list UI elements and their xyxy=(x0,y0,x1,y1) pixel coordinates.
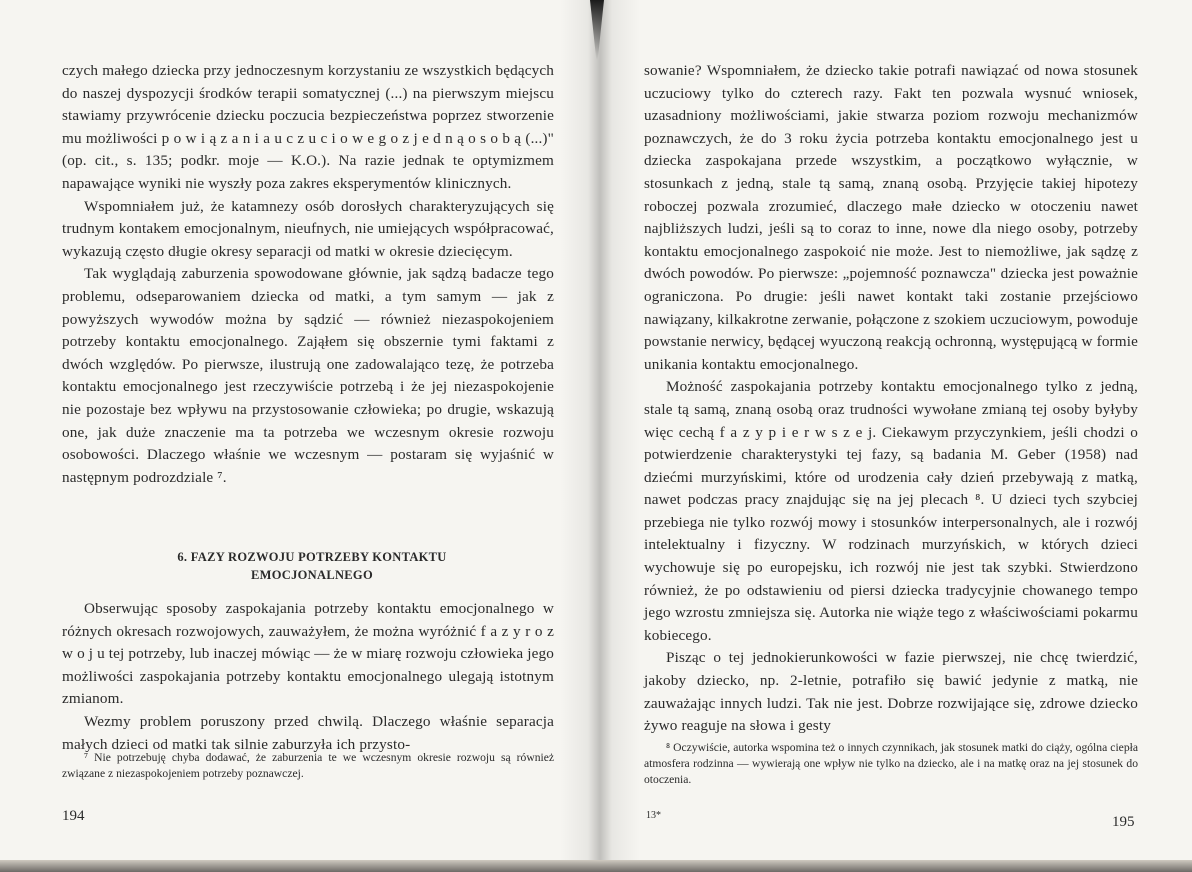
paragraph: Obserwując sposoby zaspokajania potrzeby kontaktu emocjonalnego w różnych okresach rozwojowych, zauważyłem, że można wyróżnić f a z y r o z w o j u tej potrzeby, lub inaczej mówiąc — że w miarę rozwoju człowieka jego możliwości zaspokajania potrzeby kontaktu emocjonalnego ulegają istotnym zmianom. xyxy=(62,600,555,708)
footnote-8 xyxy=(644,740,1138,788)
page-number-right: 195 xyxy=(1112,814,1135,830)
right-page xyxy=(596,0,1192,872)
paragraph: Pisząc o tej jednokierunkowości w fazie pierwszej, nie chcę twierdzić, jakoby dziecko, np. 2-letnie, potrafiło się bawić jedynie z matką, nie zauważając innych ludzi. Tak nie jest. Dobrze rozwijające się, zdrowe dziecko żywo reaguje na słowa i gesty xyxy=(644,649,1138,735)
signature-mark: 13* xyxy=(646,810,661,821)
paragraph: Tak wyglądają zaburzenia spowodowane głównie, jak sądzą badacze tego problemu, odseparowaniem dziecka od matki, a tym samym — jak z powyższych wywodów można by sądzić — również niezaspokojeniem potrzeby kontaktu emocjonalnego. Zająłem się obszernie tymi faktami z dwóch względów. Po pierwsze, ilustrują one zadowalająco tezę, że potrzeba kontaktu emocjonalnego jest rzeczywiście potrzebą i że jej niezaspokojenie nie pozostaje bez wpływu na przystosowanie człowieka; po drugie, wskazują one, jak duże znaczenie ma ta potrzeba we wczesnym okresie rozwoju osobowości. Dlaczego właśnie we wczesnym — postaram się wyjaśnić w następnym podrozdziale ⁷. xyxy=(62,265,554,486)
footnote-text: ⁷ Nie potrzebuję chyba dodawać, że zaburzenia te we wczesnym okresie rozwoju są również związane z niezaspokojeniem potrzeby poznawczej. xyxy=(62,751,554,780)
page-number-left: 194 xyxy=(62,808,85,824)
section-heading xyxy=(112,548,512,584)
paragraph: Wspomniałem już, że katamnezy osób dorosłych charakteryzujących się trudnym kontakem emocjonalnym, nieufnych, nie umiejących współpracować, wykazują często długie okresy separacji od matki w okresie dziecięcym. xyxy=(62,197,554,260)
footnote-text: ⁸ Oczywiście, autorka wspomina też o innych czynnikach, jak stosunek matki do ciąży, ogólna ciepła atmosfera rodzinna — wywierają one wpływ nie tylko na dziecko, ale i na matkę oraz na jej stosunek do otoczenia. xyxy=(644,741,1138,786)
footnote-7 xyxy=(62,750,554,782)
left-body-text-2 xyxy=(62,598,554,756)
left-body-text xyxy=(62,60,554,489)
section-heading-line2: EMOCJONALNEGO xyxy=(251,568,373,582)
paragraph: Wezmy problem poruszony przed chwilą. Dlaczego właśnie separacja małych dzieci od matki tak silnie zaburzyła ich przysto- xyxy=(62,712,554,753)
paragraph: czych małego dziecka przy jednoczesnym korzystaniu ze wszystkich będących do naszej dyspozycji środków terapii somatycznej (...) na pierwszym miejscu stawiamy przywrócenie dziecku poczucia bezpieczeństwa poprzez stworzenie mu możliwości p o w i ą z a n i a u c z u c i o w e g o z j e d n ą o s o b ą (...)" (op. cit., s. 135; podkr. moje — K.O.). Na razie jednak te optymizmem napawające wyniki nie wyszły poza zakres eksperymentów klinicznych. xyxy=(62,62,554,192)
section-heading-line1: 6. FAZY ROZWOJU POTRZEBY KONTAKTU xyxy=(177,550,447,564)
scan-edge xyxy=(0,860,1192,872)
paragraph: Możność zaspokajania potrzeby kontaktu emocjonalnego tylko z jedną, stale tą samą, znaną osobą oraz trudności wywołane zmianą tej osoby byłyby więc cechą f a z y p i e r w s z e j. Ciekawym przyczynkiem, jeśli chodzi o potwierdzenie charakterystyki tej fazy, są badania M. Geber (1958) nad dziećmi murzyńskimi, które od urodzenia cały dzień przebywają z matką, nawet podczas pracy znajdując się na jej plecach ⁸. U dzieci tych szybciej przebiega nie tylko rozwój mowy i stosunków interpersonalnych, ale i rozwój intelektualny i fizyczny. W rodzinach murzyńskich, w których dzieci wychowuje się po europejsku, ich rozwój nie jest tak szybki. Stwierdzono również, że po odstawieniu od piersi dziecka tradycyjnie chowanego tempo jego wzrostu zmniejsza się. Autorka nie wiąże tego z właściwościami pokarmu kobiecego. xyxy=(644,378,1138,644)
right-body-text xyxy=(644,60,1138,738)
paragraph: sowanie? Wspomniałem, że dziecko takie potrafi nawiązać od nowa stosunek uczuciowy tylko do czterech razy. Fakt ten pozwala wysnuć wniosek, uzasadniony możliwościami, jakie stwarza poziom rozwoju mechanizmów poznawczych, że do 3 roku życia potrzeba kontaktu emocjonalnego jest u dziecka zaspokajana przede wszystkim, a początkowo wyłącznie, w stosunkach z jedną, stale tą samą, znaną osobą. Przyjęcie takiej hipotezy roboczej pozwala zrozumieć, dlaczego małe dziecko w otoczeniu nawet najbliższych ludzi, jeśli są to coraz to inne, nowe dla niego osoby, potrzeby kontaktu emocjonalnego zaspokoić nie może. Jest to niemożliwe, jak sądzę z dwóch powodów. Po pierwsze: „pojemność poznawcza" dziecka jest poważnie ograniczona. Po drugie: jeśli nawet kontakt taki zostanie przejściowo nawiązany, kilkakrotne zerwanie, połączone z szokiem uczuciowym, powoduje powstanie nerwicy, będącej wyuczoną reakcją ochronną, występującą w formie unikania kontaktu emocjonalnego. xyxy=(644,62,1138,373)
